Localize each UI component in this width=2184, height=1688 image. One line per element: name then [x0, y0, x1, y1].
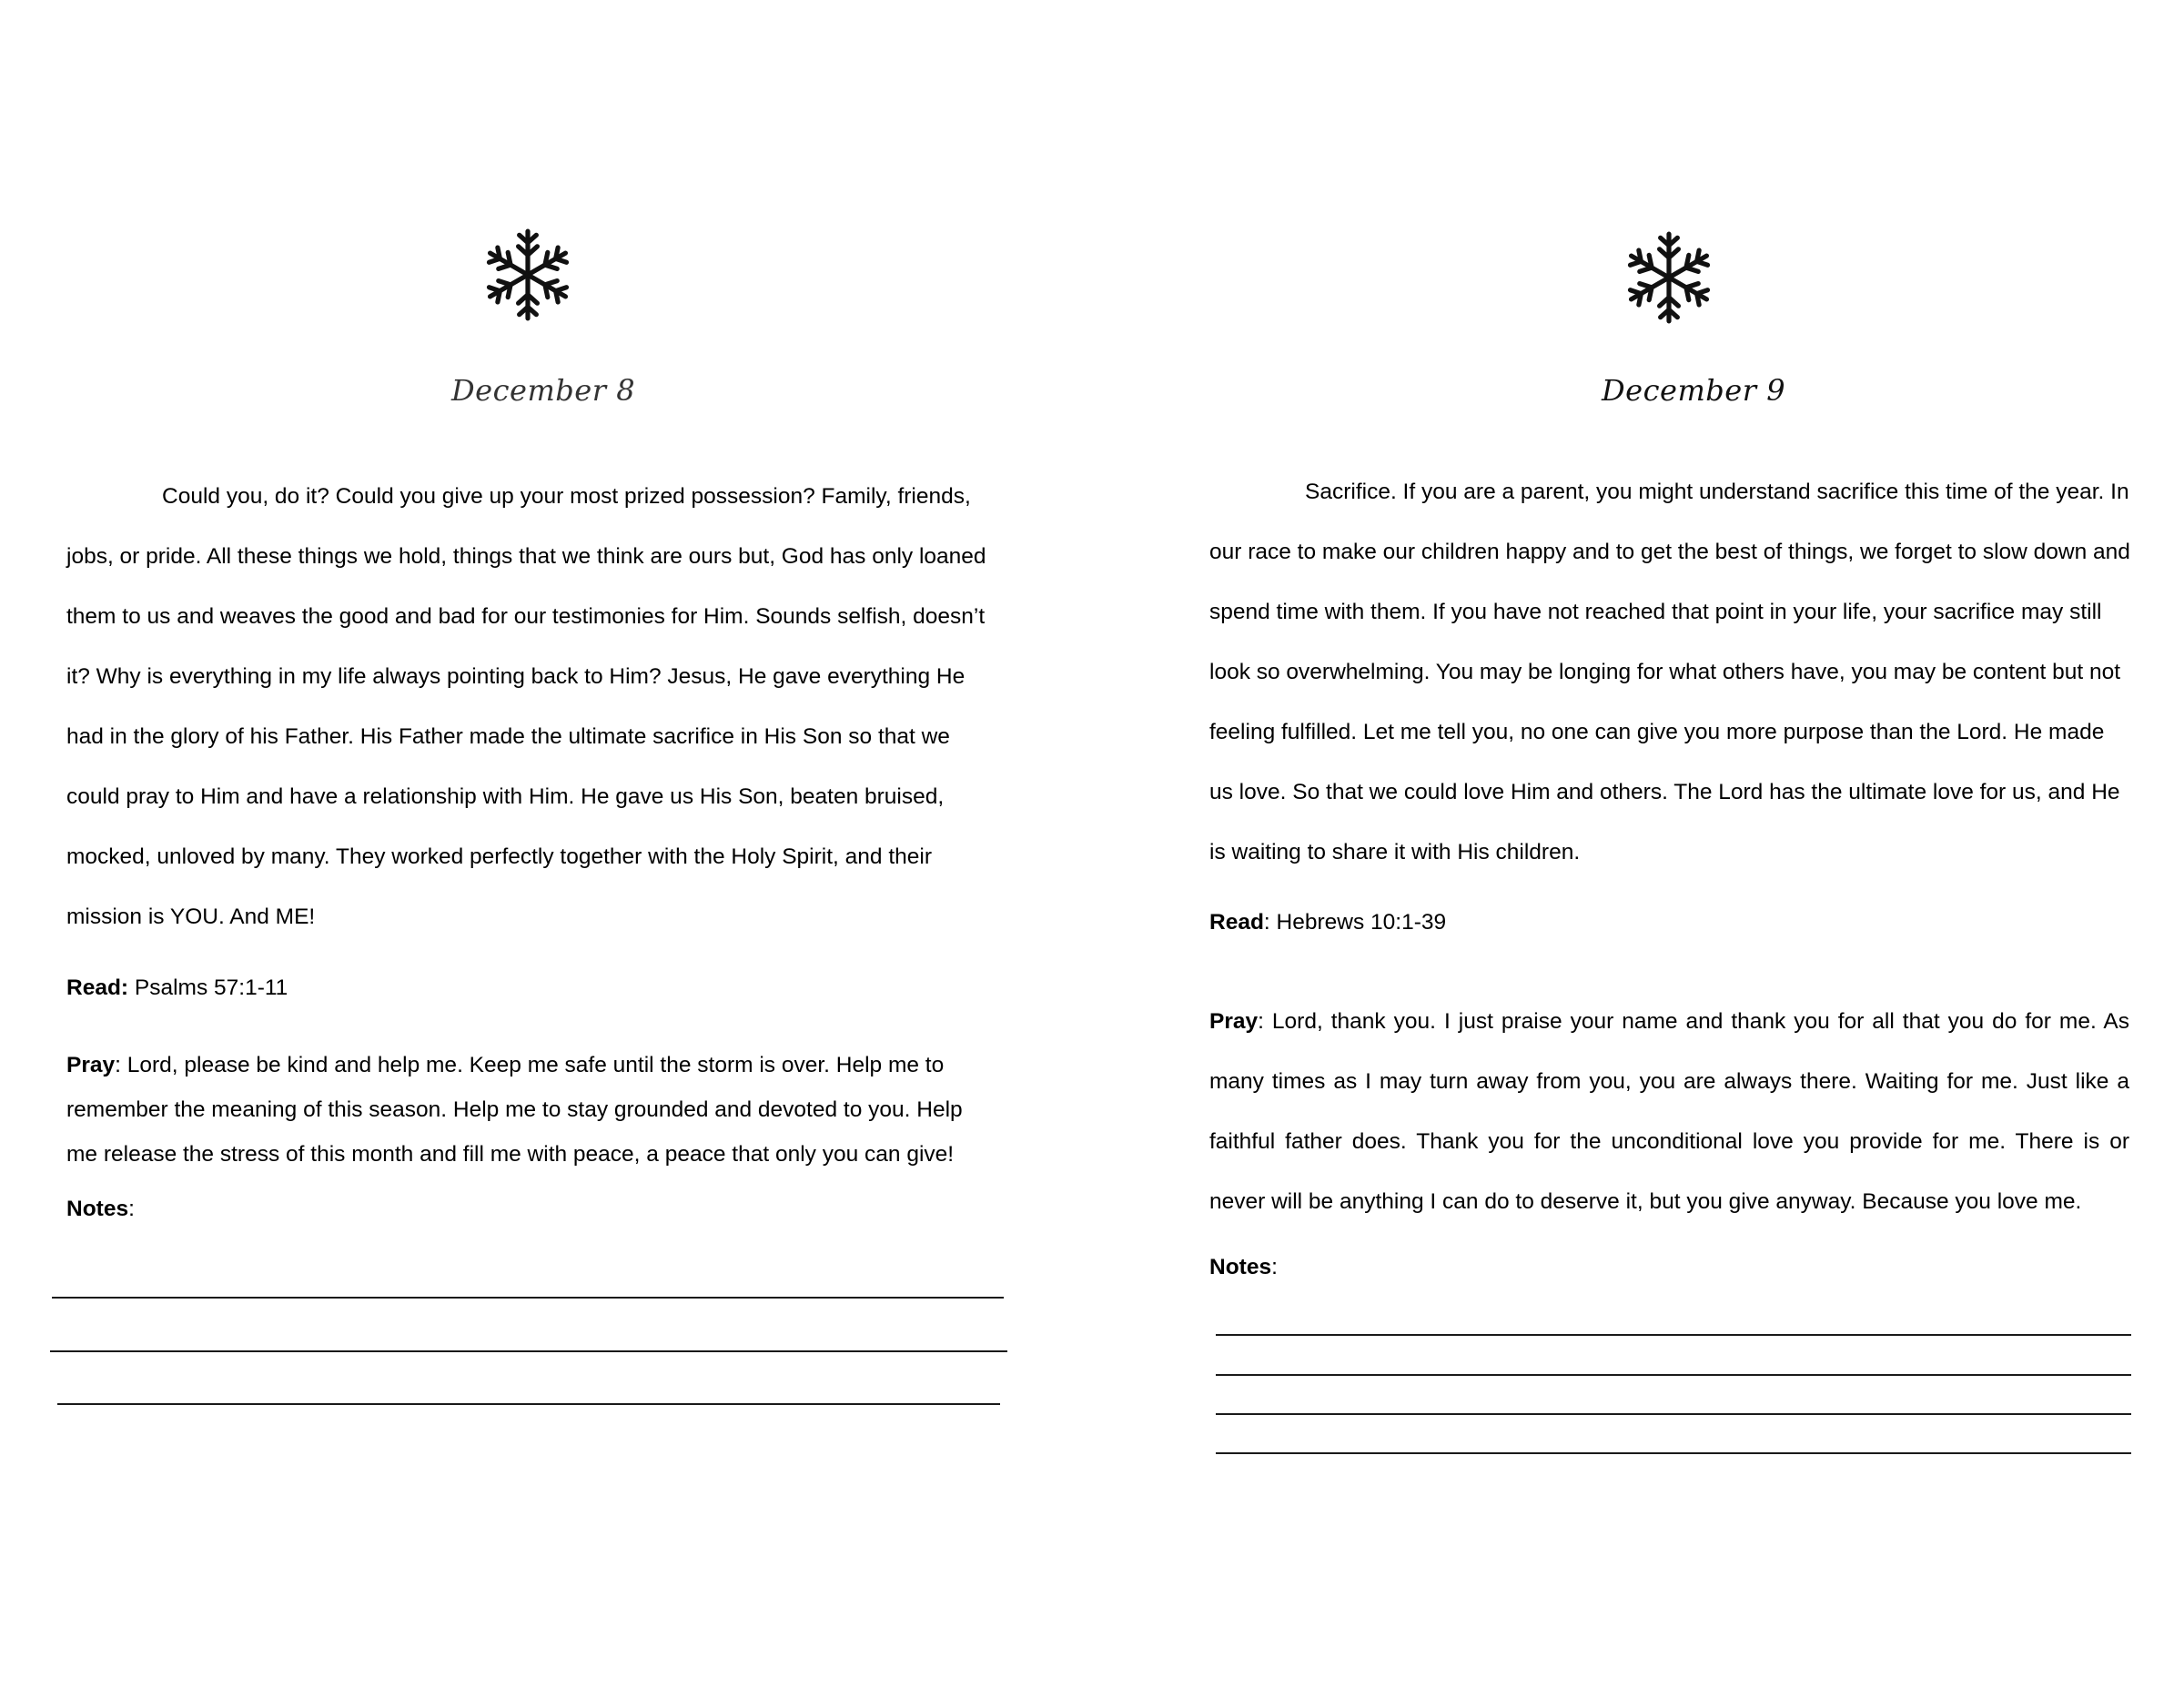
paragraph-text: Sacrifice. If you are a parent, you might understand sacrifice this time of the year. In our race to make our children happy and to get the best of things, we forget to slow down and spend time with them. If you have not reached that point in your life, your sacrifice may still look so overwhelming. You may be longing for what others have, you may be content but not feeling fulfilled. Let me tell you, no one can give you more purpose than the Lord. He made us love. So that we could love Him and others. The Lord has the ultimate love for us, and He is waiting to share it with His children. [1209, 480, 2130, 864]
devotional-paragraph [66, 467, 995, 947]
notes-label-line [1209, 1255, 1278, 1280]
page-date: December 9 [1602, 373, 1786, 408]
notes-label: Notes [1209, 1255, 1272, 1279]
pray-block [66, 1043, 995, 1177]
read-reference: : Hebrews 10:1-39 [1263, 910, 1447, 935]
notes-line [1216, 1413, 2131, 1415]
notes-line [52, 1297, 1004, 1299]
page-december-9 [1092, 0, 2184, 1688]
read-label: Read: [66, 975, 129, 1000]
notes-line [50, 1350, 1007, 1352]
notes-colon: : [128, 1197, 135, 1221]
pray-block [1209, 992, 2129, 1232]
read-label: Read [1209, 910, 1264, 935]
notes-line [57, 1403, 1000, 1405]
pray-text: : Lord, thank you. I just praise your name and thank you for all that you do for me. As many times as I may turn away from you, you are always there. Waiting for me. Just like a faithful father does. Thank you for the unconditional love you provide for me. There is or never will be anything I can do to deserve it, but you give anyway. Because you love me. [1209, 1009, 2129, 1214]
snowflake-icon [480, 227, 575, 322]
read-line [66, 975, 288, 1001]
paragraph-text: Could you, do it? Could you give up your most prized possession? Family, friends, jobs, or pride. All these things we hold, things that we think are ours but, God has only loaned them to us and weaves the good and bad for our testimonies for Him. Sounds selfish, doesn’t it? Why is everything in my life always pointing back to Him? Jesus, He gave everything He had in the glory of his Father. His Father made the ultimate sacrifice in His Son so that we could pray to Him and have a relationship with Him. He gave us His Son, beaten bruised, mocked, unloved by many. They worked perfectly together with the Holy Spirit, and their mission is YOU. And ME! [66, 484, 986, 929]
pray-label: Pray [66, 1053, 116, 1077]
notes-line [1216, 1334, 2131, 1336]
snowflake-icon [1622, 230, 1716, 325]
notes-line [1216, 1374, 2131, 1376]
notes-line [1216, 1452, 2131, 1454]
devotional-paragraph [1209, 462, 2133, 883]
read-line [1209, 910, 1446, 935]
notes-label-line [66, 1197, 135, 1222]
read-reference: Psalms 57:1-11 [134, 975, 288, 1000]
notes-colon: : [1271, 1255, 1278, 1279]
notes-label: Notes [66, 1197, 129, 1221]
page-date: December 8 [451, 373, 636, 408]
pray-text: : Lord, please be kind and help me. Keep me safe until the storm is over. Help me to remember the meaning of this season. Help me to stay grounded and devoted to you. Help me release the stress of this month and fill me with peace, a peace that only you can give! [66, 1053, 963, 1167]
pray-label: Pray [1209, 1009, 1259, 1034]
